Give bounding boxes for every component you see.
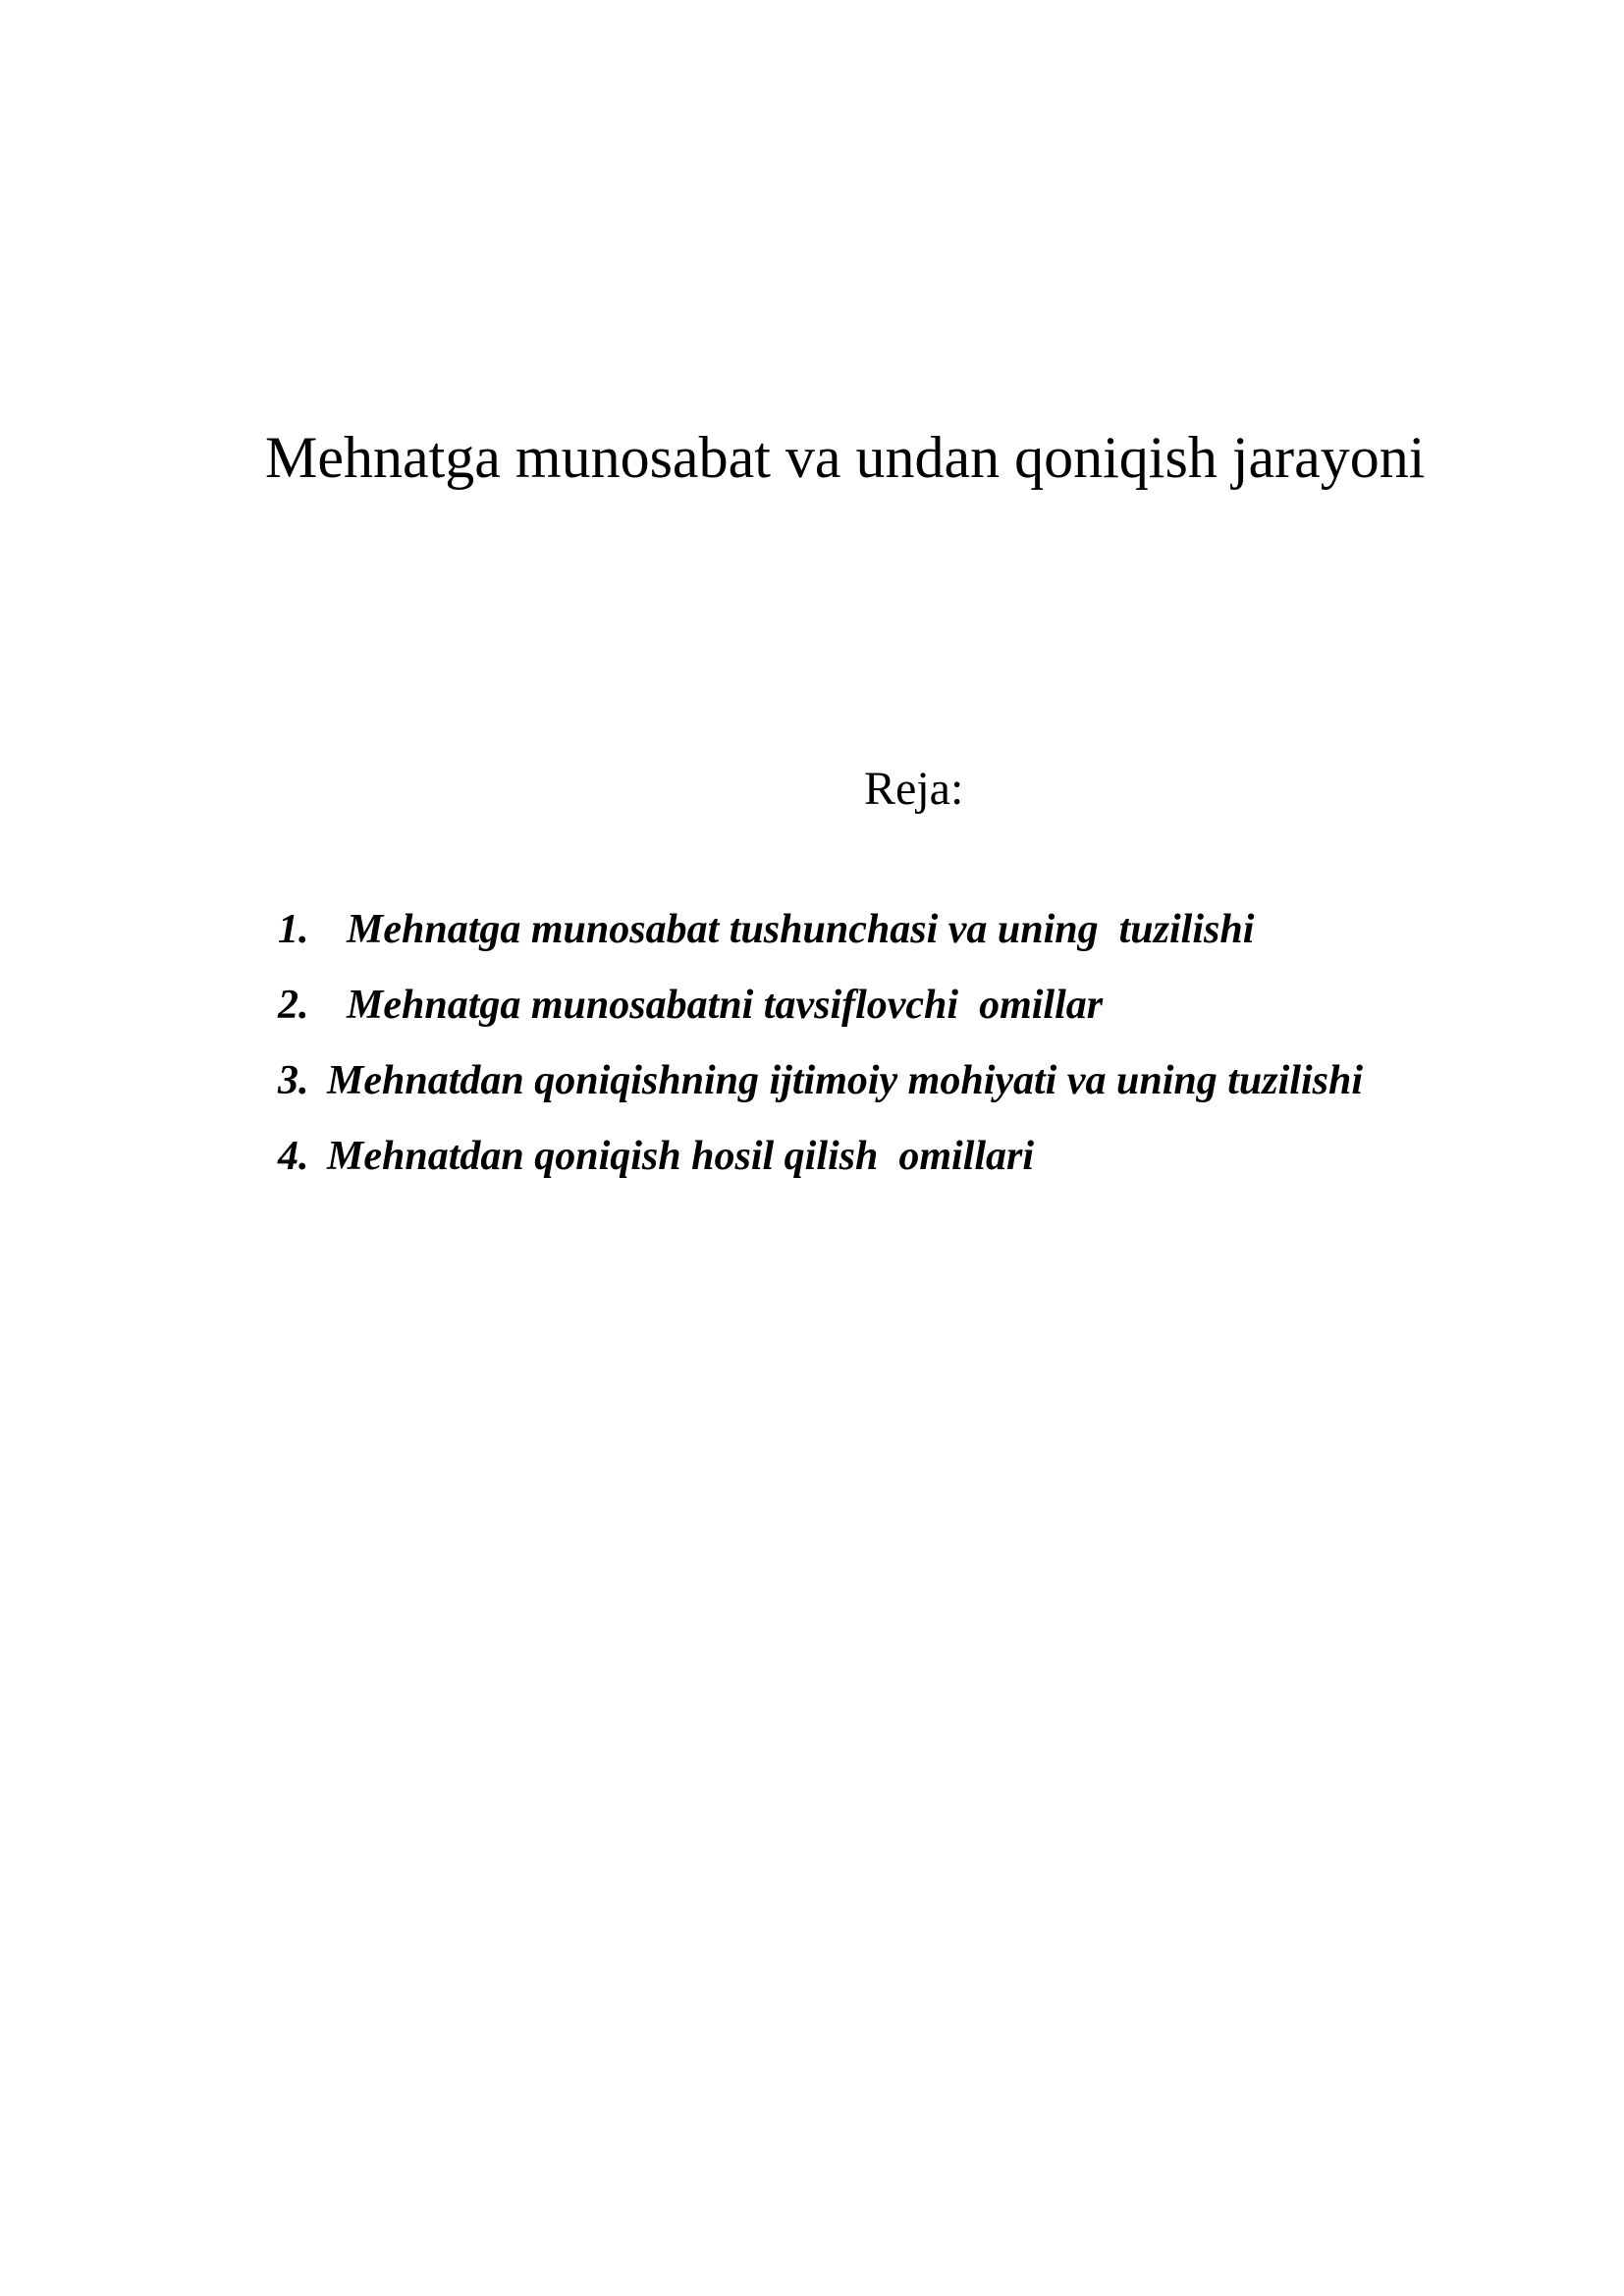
- plan-item-number: 1.: [278, 907, 309, 952]
- plan-item-2: [278, 981, 1363, 1056]
- plan-item-text: Mehnatdan qoniqishning ijtimoiy mohiyati va uning tuzilishi: [327, 1058, 1363, 1103]
- plan-item-number: 3.: [278, 1058, 309, 1103]
- plan-list: [278, 905, 1363, 1207]
- document-title: Mehnatga munosabat va undan qoniqish jarayoni: [265, 425, 1426, 490]
- plan-item-text: Mehnatdan qoniqish hosil qilish omillari: [327, 1134, 1035, 1179]
- plan-item-1: [278, 905, 1363, 981]
- plan-item-text: Mehnatga munosabat tushunchasi va uning tuzilishi: [347, 907, 1255, 952]
- plan-item-number: 4.: [278, 1134, 309, 1179]
- plan-item-number: 2.: [278, 983, 309, 1028]
- plan-item-3: [278, 1056, 1363, 1132]
- plan-item-text: Mehnatga munosabatni tavsiflovchi omillar: [347, 983, 1104, 1028]
- plan-heading: Reja:: [864, 763, 964, 815]
- plan-item-4: [278, 1132, 1363, 1207]
